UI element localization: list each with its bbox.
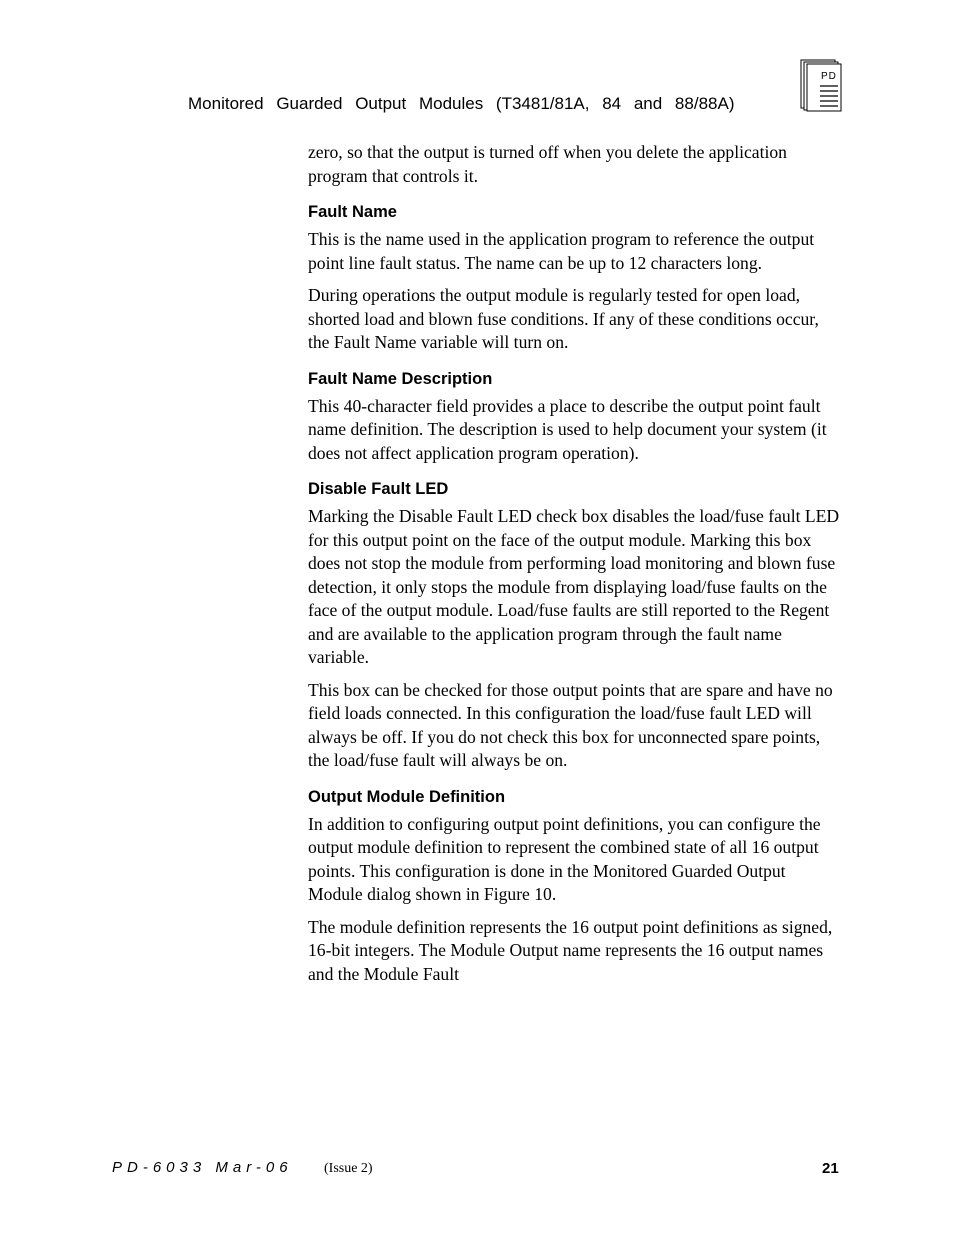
- body-content: [308, 141, 843, 995]
- running-header: Monitored Guarded Output Modules (T3481/81A, 84 and 88/88A): [188, 94, 735, 113]
- output-module-definition-paragraph-1: In addition to configuring output point definitions, you can configure the output module definition to represent the combined state of all 16 output points. This configuration is done in the Monitored Guarded Output Module dialog shown in Figure 10.: [308, 813, 821, 904]
- section-heading-fault-name-description: Fault Name Description: [308, 369, 493, 388]
- disable-fault-led-paragraph-1: Marking the Disable Fault LED check box disables the load/fuse fault LED for this output point on the face of the output module. Marking this box does not stop the module from performing load monitoring and blown fuse detection, it only stops the module from displaying load/fuse faults on the face of the output module. Load/fuse faults are still reported to the Regent and are available to the application program through the fault name variable.: [308, 506, 840, 667]
- section-heading-disable-fault-led: Disable Fault LED: [308, 480, 449, 498]
- section-heading-fault-name: Fault Name: [308, 203, 397, 221]
- pd-document-logo-icon: [800, 58, 842, 112]
- section-heading-output-module-definition: Output Module Definition: [308, 787, 506, 806]
- footer-doc-id: PD-6033 Mar-06: [112, 1159, 293, 1176]
- pd-logo-text: PD: [821, 71, 837, 82]
- intro-paragraph: zero, so that the output is turned off when you delete the application program that controls it.: [308, 142, 787, 186]
- footer-page-number: 21: [822, 1160, 839, 1177]
- disable-fault-led-paragraph-2: This box can be checked for those output points that are spare and have no field loads connected. In this configuration the load/fuse fault LED will always be off. If you do not check this box for unconnected spare points, the load/fuse fault will always be on.: [308, 679, 833, 770]
- fault-name-description-paragraph: This 40-character field provides a place to describe the output point fault name definition. The description is used to help document your system (it does not affect application program operation).: [308, 395, 827, 463]
- footer-issue: (Issue 2): [324, 1161, 373, 1176]
- fault-name-paragraph-1: This is the name used in the application program to reference the output point line fault status. The name can be up to 12 characters long.: [308, 229, 815, 273]
- output-module-definition-paragraph-2: The module definition represents the 16 output point definitions as signed, 16-bit integers. The Module Output name represents the 16 output names and the Module Fault: [308, 916, 833, 984]
- fault-name-paragraph-2: During operations the output module is regularly tested for open load, shorted load and blown fuse conditions. If any of these conditions occur, the Fault Name variable will turn on.: [308, 285, 819, 352]
